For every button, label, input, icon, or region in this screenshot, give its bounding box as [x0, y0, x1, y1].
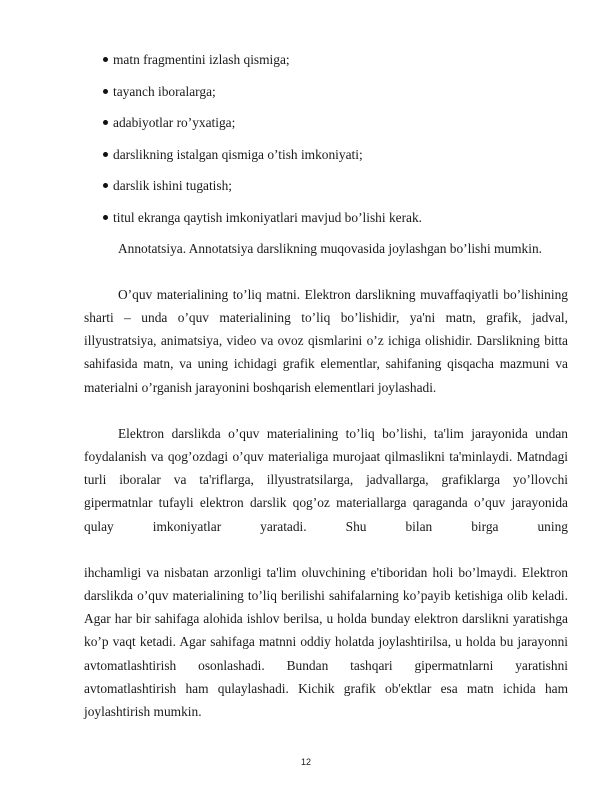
bullet-icon	[103, 152, 108, 157]
bullet-icon	[103, 215, 108, 220]
list-item: darslik ishini tugatish;	[103, 178, 563, 194]
continuation-paragraph: ihchamligi va nisbatan arzonligi ta'lim oluvchining e'tiboridan holi bo’lmaydi. Elektron darslikda o’quv materialining to’liq berilishi sahifalarning ko’payib ketishiga olib keladi. Agar har bir sahifaga alohida ishlov berilsa, u holda bunday elektron darslikni yaratishga ko’p vaqt ketadi. Agar sahifaga matnni oddiy holatda joylashtirilsa, u holda bu jarayonni avtomatlashtirish osonlashadi. Bundan tashqari gipermatnlarni yaratishni avtomatlashtirish ham qulaylashadi. Kichik grafik ob'ektlar esa matn ichida ham joylashtirish mumkin.	[84, 565, 568, 719]
list-item: darslikning istalgan qismiga o’tish imkoniyati;	[103, 147, 563, 163]
bullet-icon	[103, 183, 108, 188]
annotation-paragraph: Annotatsiya. Annotatsiya darslikning muqovasida joylashgan bo’lishi mumkin.	[118, 241, 542, 256]
full-text-paragraph: O’quv materialining to’liq matni. Elektron darslikning muvaffaqiyatli bo’lishining sharti – unda o’quv materialining to’liq bo’lishidir, ya'ni matn, grafik, jadval, illyustratsiya, animatsiya, video va ovoz qismlarini o’z ichiga olishidir. Darslikning bitta sahifasida matn, va uning ichidagi grafik elementlar, sahifaning qisqacha mazmuni va materialni o’rganish jarayonini boshqarish elementlari joylashadi.	[84, 287, 568, 395]
list-item: titul ekranga qaytish imkoniyatlari mavjud bo’lishi kerak.	[103, 210, 563, 226]
page-number: 12	[300, 757, 311, 767]
bullet-list	[103, 52, 563, 241]
bullet-icon	[103, 57, 108, 62]
bullet-icon	[103, 89, 108, 94]
bullet-icon	[103, 120, 108, 125]
list-item: matn fragmentini izlash qismiga;	[103, 52, 563, 68]
list-item: tayanch iboralarga;	[103, 84, 563, 100]
electronic-textbook-paragraph: Elektron darslikda o’quv materialining to’liq bo’lishi, ta'lim jarayonida undan foydalanish va qog’ozdagi o’quv materialiga murojaat qilmaslikni ta'minlaydi. Matndagi turli iboralar va ta'riflarga, illyustratsilarga, jadvallarga, grafiklarga yo’llovchi gipermatnlar tufayli elektron darslik qog’oz materiallarga qaraganda o’quv jarayonida qulay imkoniyatlar yaratadi. Shu bilan birga uning	[84, 426, 568, 534]
list-item: adabiyotlar ro’yxatiga;	[103, 115, 563, 131]
